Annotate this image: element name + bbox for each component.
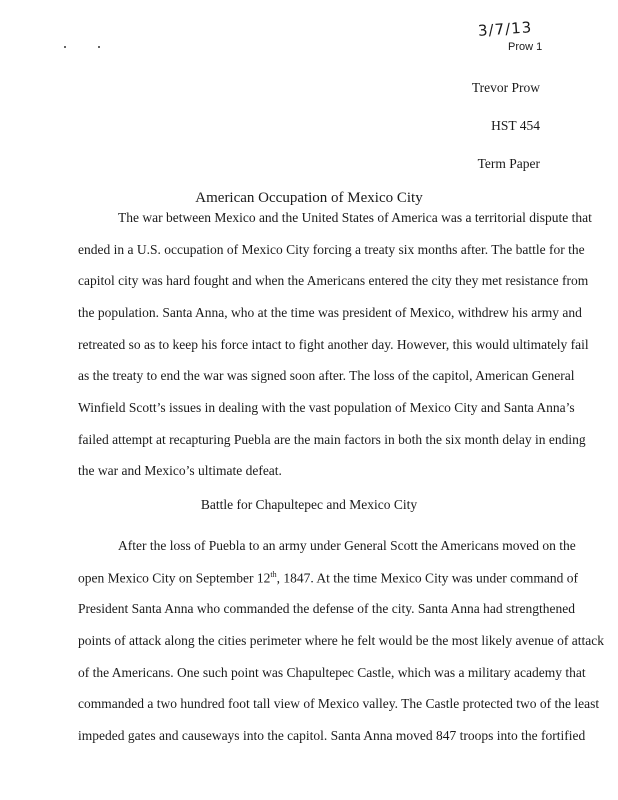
text-line: the war and Mexico’s ultimate defeat. [78,463,282,478]
handwritten-date: 3/7/13 [477,18,533,40]
text-line: points of attack along the cities perimeter where he felt would be the most likely avenue of attack [78,633,604,648]
section-heading: Battle for Chapultepec and Mexico City [200,497,418,512]
text-line: After the loss of Puebla to an army under General Scott the Americans moved on the [118,538,576,553]
text-line: commanded a two hundred foot tall view of Mexico valley. The Castle protected two of the least [78,696,600,711]
course-code: HST 454 [491,118,540,133]
text-line: President Santa Anna who commanded the defense of the city. Santa Anna had strengthened [78,601,575,616]
assignment-type: Term Paper [477,156,540,171]
text-line: impeded gates and causeways into the capitol. Santa Anna moved 847 troops into the fortified [78,728,586,743]
scan-speck [64,46,66,48]
text-line: capitol city was hard fought and when the Americans entered the city they met resistance from [78,273,589,288]
text-line: the population. Santa Anna, who at the time was president of Mexico, withdrew his army and [78,305,582,320]
page-number: Prow 1 [508,41,543,53]
scan-speck [98,46,100,48]
author-name: Trevor Prow [471,80,540,95]
text-line: Winfield Scott’s issues in dealing with the vast population of Mexico City and Santa Anna’s [78,400,575,415]
text-line: ended in a U.S. occupation of Mexico City forcing a treaty six months after. The battle for the [78,242,585,257]
text-line: open Mexico City on September 12th, 1847. At the time Mexico City was under command of [78,570,579,586]
paper-title: American Occupation of Mexico City [195,190,423,206]
text-line: retreated so as to keep his force intact to fight another day. However, this would ultimately fail [78,337,589,352]
text-line: failed attempt at recapturing Puebla are the main factors in both the six month delay in ending [78,432,586,447]
text-line: as the treaty to end the war was signed soon after. The loss of the capitol, American General [78,368,575,383]
text-line: The war between Mexico and the United States of America was a territorial dispute that [118,210,592,225]
text-line: of the Americans. One such point was Chapultepec Castle, which was a military academy that [78,665,586,680]
ordinal-suffix: th [270,570,277,579]
